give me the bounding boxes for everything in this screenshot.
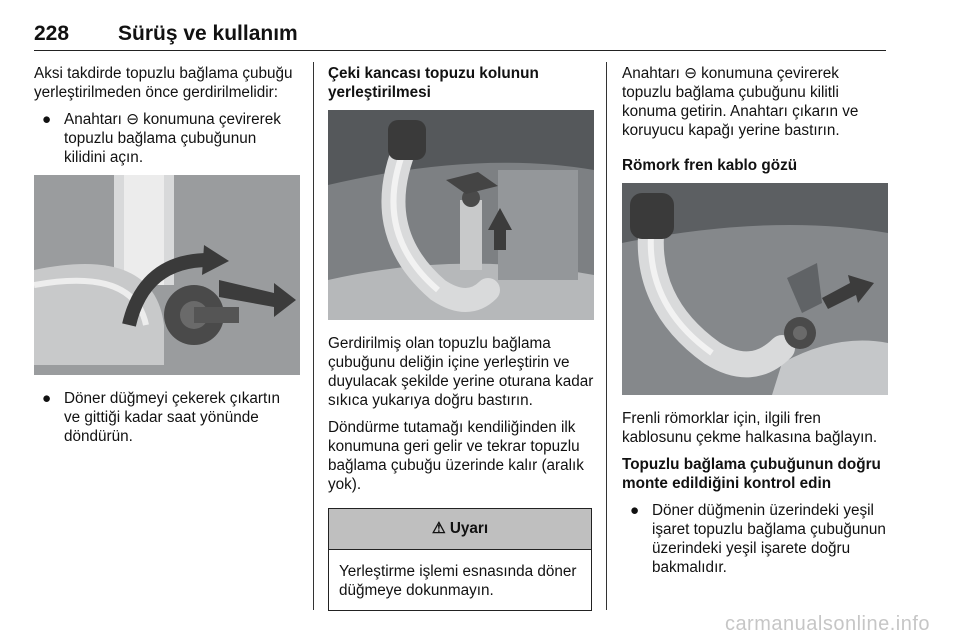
list-item — [34, 389, 300, 446]
section-heading: Çeki kancası topuzu kolunun yerleştirilmesi — [328, 65, 539, 101]
bullet-icon: ● — [42, 390, 52, 407]
list-item-text: Döner düğmeyi çekerek çıkartın ve gittiği kadar saat yönünde döndürün. — [64, 390, 280, 445]
column-2 — [328, 64, 594, 611]
page-number: 228 — [34, 22, 70, 45]
column-divider-1 — [313, 62, 314, 610]
paragraph: Frenli römorklar için, ilgili fren kablosunu çekme halkasına bağlayın. — [622, 410, 878, 446]
column-1 — [34, 64, 300, 454]
intro-text: Anahtarı ⊖ konumuna çevirerek topuzlu bağlama çubuğunu kilitli konuma getirin. Anahtarı çıkarın ve koruyucu kapağı yerine bastırın. — [622, 65, 859, 139]
warning-text: Yerleştirme işlemi esnasında döner düğmeye dokunmayın. — [339, 563, 577, 599]
bullet-icon: ● — [630, 502, 640, 519]
warning-title: Uyarı — [449, 520, 489, 537]
watermark: carmanualsonline.info — [724, 613, 930, 635]
photo-brake-cable-eye — [622, 183, 888, 395]
column-3 — [622, 64, 888, 585]
chapter-title: Sürüş ve kullanım — [118, 22, 298, 45]
section-heading: Topuzlu bağlama çubuğunun doğru monte edildiğini kontrol edin — [622, 456, 881, 492]
page-header — [34, 0, 886, 51]
bullet-icon: ● — [42, 111, 52, 128]
list-item-text: Döner düğmenin üzerindeki yeşil işaret topuzlu bağlama çubuğunun üzerindeki yeşil işarete doğru bakmalıdır. — [652, 502, 886, 576]
warning-header — [329, 509, 591, 550]
list-item — [34, 110, 300, 167]
column-divider-2 — [606, 62, 607, 610]
list-item-text: Anahtarı ⊖ konumuna çevirerek topuzlu bağlama çubuğunun kilidini açın. — [64, 111, 281, 166]
paragraph: Gerdirilmiş olan topuzlu bağlama çubuğunu deliğin içine yerleştirin ve duyulacak şekilde yerine oturana kadar sıkıca yukarıya doğru bastırın. — [328, 335, 594, 409]
intro-text: Aksi takdirde topuzlu bağlama çubuğu yerleştirilmeden önce gerdirilmelidir: — [34, 65, 293, 101]
paragraph: Döndürme tutamağı kendiliğinden ilk konumuna geri gelir ve tekrar topuzlu bağlama çubuğu üzerinde kalır (aralık yok). — [328, 419, 584, 493]
photo-unlock-knob — [34, 175, 300, 375]
list-item — [622, 501, 888, 577]
section-heading: Römork fren kablo gözü — [622, 157, 798, 174]
photo-insert-towbar — [328, 110, 594, 320]
warning-box — [328, 508, 592, 611]
warning-triangle-icon: ⚠ — [431, 520, 446, 537]
